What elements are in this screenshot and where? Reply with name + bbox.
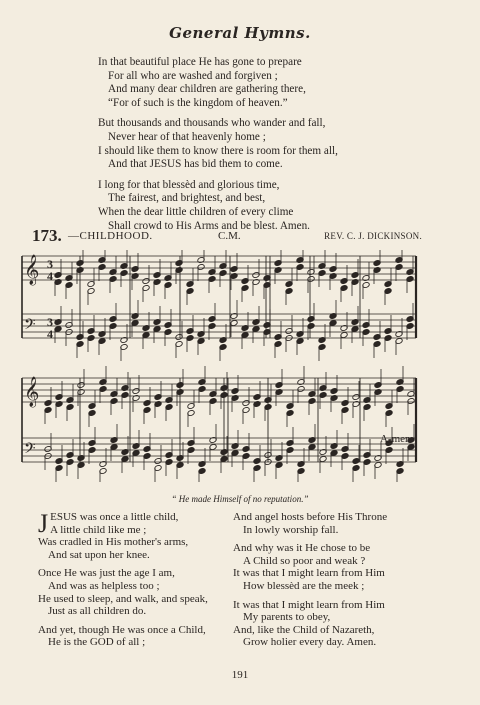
hymn-composer: REV. C. J. DICKINSON.: [324, 231, 422, 241]
music-score: [20, 250, 420, 482]
lyrics-left-column: [38, 511, 228, 655]
lyric-line: He is the GOD of all ;: [48, 636, 146, 649]
verse-line: I long for that blessèd and glorious time,: [98, 178, 280, 191]
verse-line: I should like them to know there is room for them all,: [98, 144, 338, 157]
stanza: [38, 567, 228, 617]
epigraph: “ He made Himself of no reputation.”: [171, 494, 309, 504]
verse-line: The fairest, and brightest, and best,: [108, 192, 266, 205]
lyric-line: Just as all children do.: [48, 605, 147, 618]
verse-line: Never hear of that heavenly home ;: [108, 130, 266, 143]
lyric-line: And angel hosts before His Throne: [233, 511, 388, 523]
verse-line: For all who are washed and forgiven ;: [108, 69, 278, 82]
lyric-line: My parents to obey,: [243, 611, 331, 624]
page-number: 191: [231, 669, 249, 681]
treble-clef-icon: 𝄞: [24, 377, 40, 407]
verse-line: And that JESUS has bid them to come.: [108, 158, 283, 171]
lyric-line: ESUS was once a little child,: [50, 511, 179, 523]
verse-line: And many dear children are gathering there,: [108, 83, 306, 96]
lyric-line: And was as helpless too ;: [48, 579, 160, 592]
stanza: [233, 542, 433, 592]
verse-line: But thousands and thousands who wander and fall,: [98, 117, 326, 130]
lyric-line: And sat upon her knee.: [48, 548, 150, 561]
verse-line: “For of such is the kingdom of heaven.”: [108, 96, 288, 109]
lyric-line: And, like the Child of Nazareth,: [233, 623, 375, 636]
lyric-line: He used to sleep, and walk, and speak,: [38, 592, 208, 605]
lyric-line: A Child so poor and weak ?: [243, 554, 366, 567]
time-signature: 3: [47, 257, 53, 271]
lyric-line: And yet, though He was once a Child,: [38, 623, 206, 636]
stanza: [98, 117, 428, 171]
lyric-line: It was that I might learn from Him: [233, 567, 385, 580]
bass-clef-icon: 𝄢: [24, 440, 36, 461]
time-signature: 4: [47, 269, 53, 283]
hymn-meter: C.M.: [218, 230, 241, 242]
lyrics-right-column: [233, 511, 433, 655]
stanza: [233, 599, 433, 649]
verse-line: In that beautiful place He has gone to prepare: [98, 56, 302, 68]
bass-clef-icon: 𝄢: [24, 316, 36, 337]
treble-clef-icon: 𝄞: [24, 255, 40, 285]
lyric-line: How blessèd are the meek ;: [243, 579, 365, 592]
stanza: [233, 511, 433, 536]
lyric-line: A little child like me ;: [50, 523, 147, 536]
hymn-heading: [32, 226, 422, 246]
lyric-line: Was cradled in His mother's arms,: [38, 536, 189, 549]
lyric-line: It was that I might learn from Him: [233, 598, 385, 611]
stanza: [38, 511, 228, 561]
stanza: [98, 179, 428, 233]
lyric-line: Once He was just the age I am,: [38, 567, 175, 580]
time-signature: 3: [47, 315, 53, 329]
previous-hymn-verses: [98, 56, 428, 240]
verse-line: When the dear little children of every clime: [98, 205, 294, 218]
stanza: [38, 624, 228, 649]
drop-cap: J: [38, 509, 49, 538]
hymn-number: 173.: [32, 226, 62, 245]
lyric-line: Grow holier every day. Amen.: [243, 636, 377, 649]
lyric-line: And why was it He chose to be: [233, 542, 371, 555]
amen-lyric: A-men.: [380, 433, 414, 445]
time-signature: 4: [47, 327, 53, 341]
hymn-title: —CHILDHOOD.: [68, 230, 153, 242]
verse-line: Shall crowd to His Arms and be blest. Amen.: [108, 219, 310, 232]
lyric-line: In lowly worship fall.: [243, 523, 339, 536]
stanza: [98, 56, 428, 110]
page-header: General Hymns.: [169, 24, 311, 42]
